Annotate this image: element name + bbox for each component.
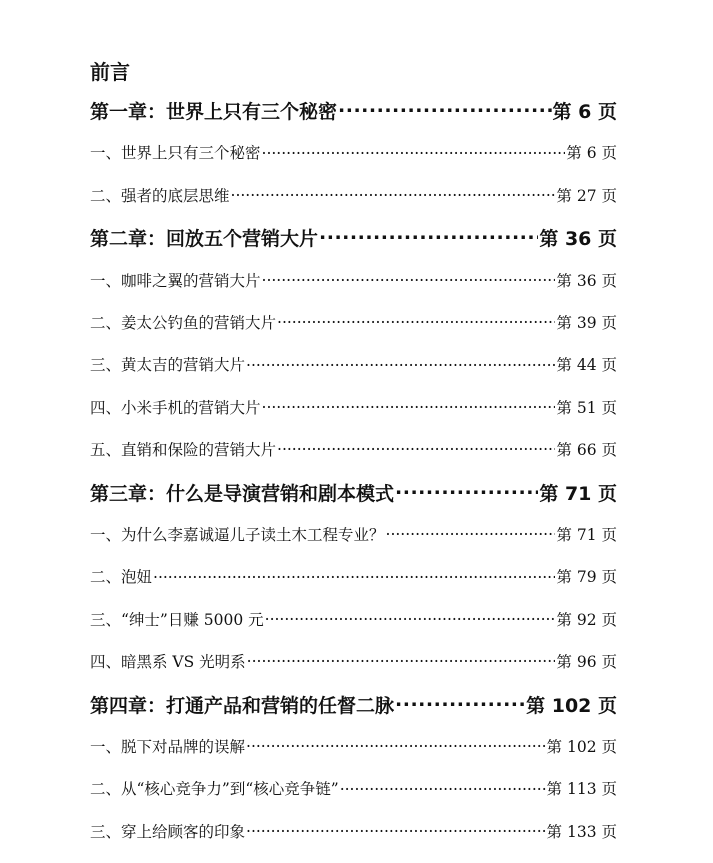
toc-entry-title: 第四章：打通产品和营销的任督二脉 xyxy=(90,694,395,717)
toc-chapter-entry xyxy=(90,97,617,123)
toc-chapter-entry xyxy=(90,479,617,505)
dot-leader xyxy=(319,226,538,245)
toc-entry-title: 二、泡妞 xyxy=(90,568,153,587)
toc-section-entry xyxy=(90,438,617,460)
dot-leader xyxy=(246,737,546,753)
toc-entry-page: 第 113 页 xyxy=(546,780,617,799)
toc-section-entry xyxy=(90,777,617,799)
dot-leader xyxy=(262,270,556,286)
toc-entry-page: 第 39 页 xyxy=(556,314,617,332)
dot-leader xyxy=(338,99,552,118)
toc-entry-page: 第 71 页 xyxy=(556,526,617,544)
toc-entry-page: 第 66 页 xyxy=(556,441,617,460)
toc-entry-title: 三、“绅士”日赚 5000 元 xyxy=(90,610,264,629)
toc-entry-page: 第 6 页 xyxy=(552,101,617,123)
toc-entry-title: 三、黄太吉的营销大片 xyxy=(90,356,246,375)
toc-entry-page: 第 96 页 xyxy=(556,653,617,672)
toc-section-entry xyxy=(90,650,617,672)
dot-leader xyxy=(262,143,566,159)
toc-entry-title: 一、脱下对品牌的误解 xyxy=(90,738,246,756)
toc-section-entry xyxy=(90,820,617,842)
toc-section-entry xyxy=(90,565,617,587)
toc-section-entry xyxy=(90,608,617,630)
dot-leader xyxy=(277,313,555,329)
toc-entry-title: 二、强者的底层思维 xyxy=(90,186,230,205)
toc-entry-title: 一、咖啡之翼的营销大片 xyxy=(90,271,261,290)
toc-section-entry xyxy=(90,353,617,375)
toc-entry-title: 第三章：什么是导演营销和剧本模式 xyxy=(90,482,395,505)
dot-leader xyxy=(386,525,556,541)
toc-entry-page: 第 36 页 xyxy=(539,228,617,251)
toc-entry-page: 第 6 页 xyxy=(566,144,617,163)
toc-entry-page: 第 92 页 xyxy=(556,610,617,629)
dot-leader xyxy=(395,693,525,712)
toc-section-entry xyxy=(90,311,617,333)
toc-entry-page: 第 36 页 xyxy=(556,271,617,290)
toc-entry-title: 四、小米手机的营销大片 xyxy=(90,398,261,417)
toc-entry-page: 第 79 页 xyxy=(556,568,617,587)
dot-leader xyxy=(340,779,546,795)
toc-entry-title: 一、世界上只有三个秘密 xyxy=(90,144,261,163)
toc-chapter-entry xyxy=(90,691,617,717)
toc-section-entry xyxy=(90,141,617,163)
toc-entry-page: 第 44 页 xyxy=(556,356,617,375)
toc-section-entry xyxy=(90,269,617,291)
dot-leader xyxy=(153,567,555,583)
dot-leader xyxy=(395,481,538,500)
toc-section-entry xyxy=(90,523,617,545)
dot-leader xyxy=(247,652,556,668)
toc-section-entry xyxy=(90,396,617,418)
dot-leader xyxy=(246,821,546,837)
toc-entry-page: 第 71 页 xyxy=(539,482,617,505)
dot-leader xyxy=(246,355,555,371)
toc-entry-title: 二、姜太公钓鱼的营销大片 xyxy=(90,314,277,332)
dot-leader xyxy=(231,185,556,201)
toc-entry-title: 五、直销和保险的营销大片 xyxy=(90,441,277,460)
toc-entry-page: 第 133 页 xyxy=(546,822,617,841)
toc-entry-title: 第二章：回放五个营销大片 xyxy=(90,228,319,251)
toc-section-entry xyxy=(90,735,617,757)
toc-entry-page: 第 102 页 xyxy=(546,738,617,756)
toc-entry-title: 一、为什么李嘉诚逼儿子读土木工程专业？ xyxy=(90,526,385,544)
toc-entry-title: 第一章：世界上只有三个秘密 xyxy=(90,101,338,123)
toc-section-entry xyxy=(90,184,617,206)
toc-entry-page: 第 27 页 xyxy=(556,186,617,205)
toc-entry-page: 第 51 页 xyxy=(556,398,617,417)
toc-entry-page: 第 102 页 xyxy=(526,694,617,717)
preface-heading: 前言 xyxy=(90,60,130,84)
toc-entry-title: 三、穿上给顾客的印象 xyxy=(90,822,246,841)
dot-leader xyxy=(277,440,555,456)
toc-chapter-entry xyxy=(90,224,617,250)
dot-leader xyxy=(262,397,556,413)
toc-entry-title: 四、暗黑系 VS 光明系 xyxy=(90,653,246,672)
toc-entry-title: 二、从“核心竞争力”到“核心竞争链” xyxy=(90,780,339,799)
dot-leader xyxy=(265,609,556,625)
